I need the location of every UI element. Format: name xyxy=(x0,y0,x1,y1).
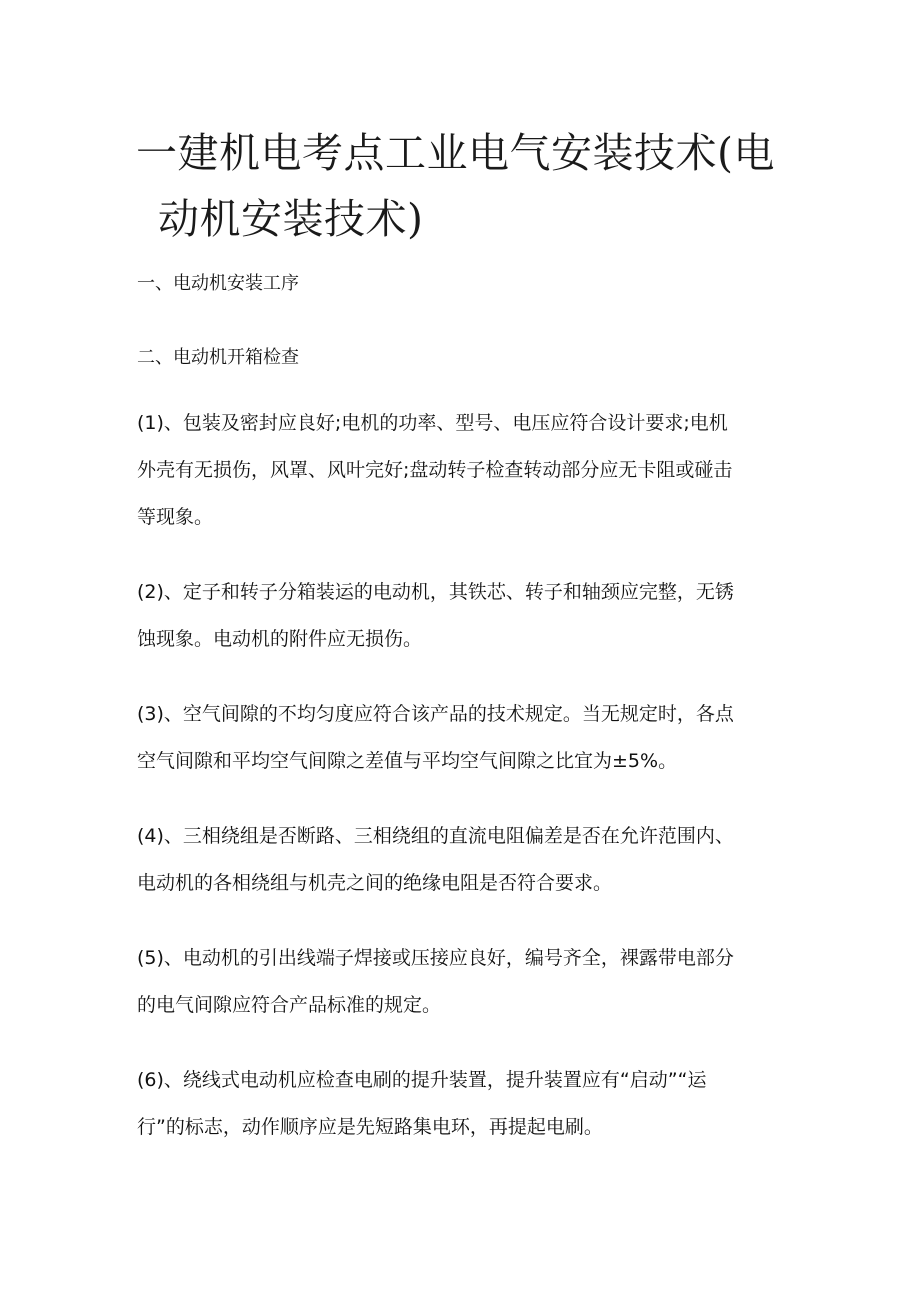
paragraph-item-5 xyxy=(137,935,787,1029)
paragraph-item-2 xyxy=(137,569,787,663)
paragraph-line: (6)、绕线式电动机应检查电刷的提升装置，提升装置应有“启动”“运 xyxy=(137,1069,707,1091)
section-heading-unpacking-inspection: 二、电动机开箱检查 xyxy=(137,347,299,368)
section-heading-install-procedure: 一、电动机安装工序 xyxy=(137,273,299,294)
paragraph-line: (2)、定子和转子分箱装运的电动机，其铁芯、转子和轴颈应完整，无锈 xyxy=(137,581,734,603)
document-title xyxy=(136,120,796,252)
paragraph-line: (1)、包装及密封应良好;电机的功率、型号、电压应符合设计要求;电机 xyxy=(137,412,728,434)
paragraph-item-1 xyxy=(137,400,787,541)
paragraph-line: (3)、空气间隙的不均匀度应符合该产品的技术规定。当无规定时，各点 xyxy=(137,703,734,725)
paragraph-line: 等现象。 xyxy=(137,506,214,528)
paragraph-item-4 xyxy=(137,813,787,907)
paragraph-line: 的电气间隙应符合产品标准的规定。 xyxy=(137,994,442,1016)
paragraph-item-3 xyxy=(137,691,787,785)
paragraph-line: (5)、电动机的引出线端子焊接或压接应良好，编号齐全，裸露带电部分 xyxy=(137,947,734,969)
title-line: 动机安装技术) xyxy=(158,195,424,243)
paragraph-line: 空气间隙和平均空气间隙之差值与平均空气间隙之比宜为±5%。 xyxy=(137,750,678,772)
paragraph-line: 行”的标志，动作顺序应是先短路集电环，再提起电刷。 xyxy=(137,1116,603,1138)
paragraph-line: 外壳有无损伤，风罩、风叶完好;盘动转子检查转动部分应无卡阻或碰击 xyxy=(137,459,733,481)
paragraph-line: 蚀现象。电动机的附件应无损伤。 xyxy=(137,628,423,650)
title-line: 一建机电考点工业电气安装技术(电 xyxy=(136,129,775,177)
paragraph-line: 电动机的各相绕组与机壳之间的绝缘电阻是否符合要求。 xyxy=(137,872,613,894)
paragraph-item-6 xyxy=(137,1057,787,1151)
paragraph-line: (4)、三相绕组是否断路、三相绕组的直流电阻偏差是否在允许范围内、 xyxy=(137,825,734,847)
